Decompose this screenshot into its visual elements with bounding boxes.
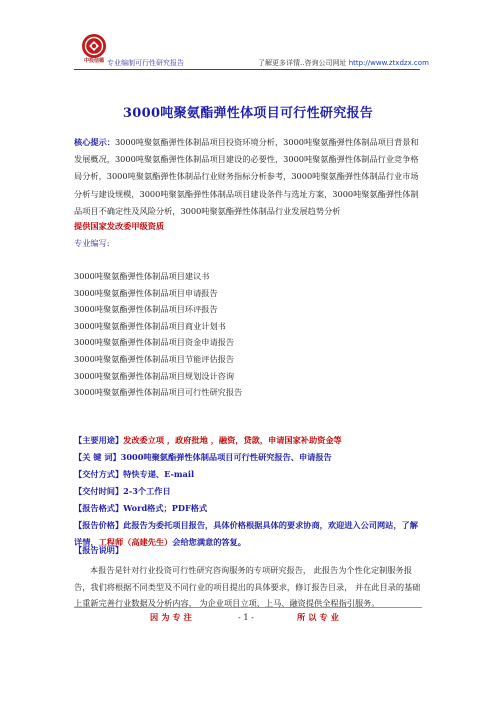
list-item: 3000吨聚氨酯弹性体制品项目可行性研究报告: [74, 387, 243, 398]
info-usage: [74, 432, 426, 449]
footer-divider: [74, 607, 422, 608]
info-format: [74, 500, 426, 517]
info-price-label: 【报告价格】: [74, 520, 124, 530]
info-format-value: Word格式；PDF格式: [123, 503, 208, 513]
info-price: [74, 517, 426, 551]
report-info: [74, 432, 426, 551]
report-explain-text: 本报告是针对行业投资可行性研究咨询服务的专项研究报告， 此报告为个性化定制服务报告，我们将根据不同类型及不同行业的项目提出的具体要求，修订报告目录， 并在此目录的基础上重新完善行业数据及分析内容， 为企业项目立项、上马、融资提供全程指引服务。: [74, 565, 421, 609]
core-summary-text: 3000吨聚氨酯弹性体制品项目投资环境分析，3000吨聚氨酯弹性体制品项目背景和发展概况，3000吨聚氨酯弹性体制品项目建设的必要性，3000吨聚氨酯弹性体制品行业竞争格局分析，3000吨聚氨酯弹性体制品行业财务指标分析参考，3000吨聚氨酯弹性体制品行业市场分析与建设规模，3000吨聚氨酯弹性体制品项目建设条件与选址方案，3000吨聚氨酯弹性体制品项目不确定性及风险分析，3000吨聚氨酯弹性体制品行业发展趋势分析: [74, 137, 419, 216]
header-contact: [258, 58, 429, 68]
list-item: 3000吨聚氨酯弹性体制品项目商业计划书: [74, 320, 226, 331]
page-number: - 1 -: [238, 612, 254, 622]
report-explain-label: 【报告说明】: [74, 545, 124, 555]
editor-label: 专业编写:: [74, 238, 110, 248]
info-price-contact: 工程师（高建先生）: [98, 537, 173, 547]
header-slogan: 专业编制可行性研究报告: [107, 59, 184, 67]
info-delivery: [74, 466, 426, 483]
header-divider: [74, 69, 420, 70]
list-item: 3000吨聚氨酯弹性体制品项目环评报告: [74, 304, 218, 315]
page-footer: [0, 612, 496, 626]
core-summary: [74, 134, 424, 220]
info-price-tail: 会给您满意的答复。: [172, 537, 246, 547]
footer-slogan-left: 因为专注: [150, 612, 195, 622]
list-item: 3000吨聚氨酯弹性体制品项目申请报告: [74, 287, 218, 298]
core-summary-label: 核心提示: [74, 137, 107, 147]
info-delivery-value: 特快专递、E-mail: [123, 469, 195, 479]
info-delivery-label: 【交付方式】: [74, 469, 124, 479]
info-usage-value: 发改委立项 ，政府批地 ，融资，贷款，申请国家补助资金等: [123, 435, 342, 445]
list-item: 3000吨聚氨酯弹性体制品项目节能评估报告: [74, 353, 235, 364]
core-summary-colon: ：: [106, 137, 115, 147]
list-item: 3000吨聚氨酯弹性体制品项目规划设计咨询: [74, 370, 235, 381]
footer-slogan-right: 所以专业: [297, 612, 342, 622]
company-url-link[interactable]: http://www.ztxdzx.com: [348, 59, 429, 67]
logo-text: 中投信德: [83, 58, 104, 64]
info-time-value: 2-3个工作日: [123, 486, 171, 496]
qualification-note: 提供国家发改委甲级资质: [74, 221, 165, 231]
report-type-list: [74, 268, 242, 401]
list-item: 3000吨聚氨酯弹性体制品项目建议书: [74, 271, 210, 281]
info-keywords-label: 【关 键 词】: [74, 452, 121, 462]
info-usage-label: 【主要用途】: [74, 435, 124, 445]
info-time-label: 【交付时间】: [74, 486, 124, 496]
info-keywords-value: 3000吨聚氨酯弹性体制品项目可行性研究报告、申请报告: [120, 452, 332, 462]
info-time: [74, 483, 426, 500]
info-keywords: [74, 449, 426, 466]
list-item: 3000吨聚氨酯弹性体制品项目资金申请报告: [74, 337, 235, 348]
info-price-value: 此报告为委托项目报告，具体价格根据具体的要求协商，欢迎进入公司网站，了解详情，: [74, 520, 418, 547]
info-format-label: 【报告格式】: [74, 503, 124, 513]
page-title: 3000吨聚氨酯弹性体项目可行性研究报告: [122, 106, 374, 121]
header-contact-label: 了解更多详情..咨询公司网址: [258, 59, 349, 67]
